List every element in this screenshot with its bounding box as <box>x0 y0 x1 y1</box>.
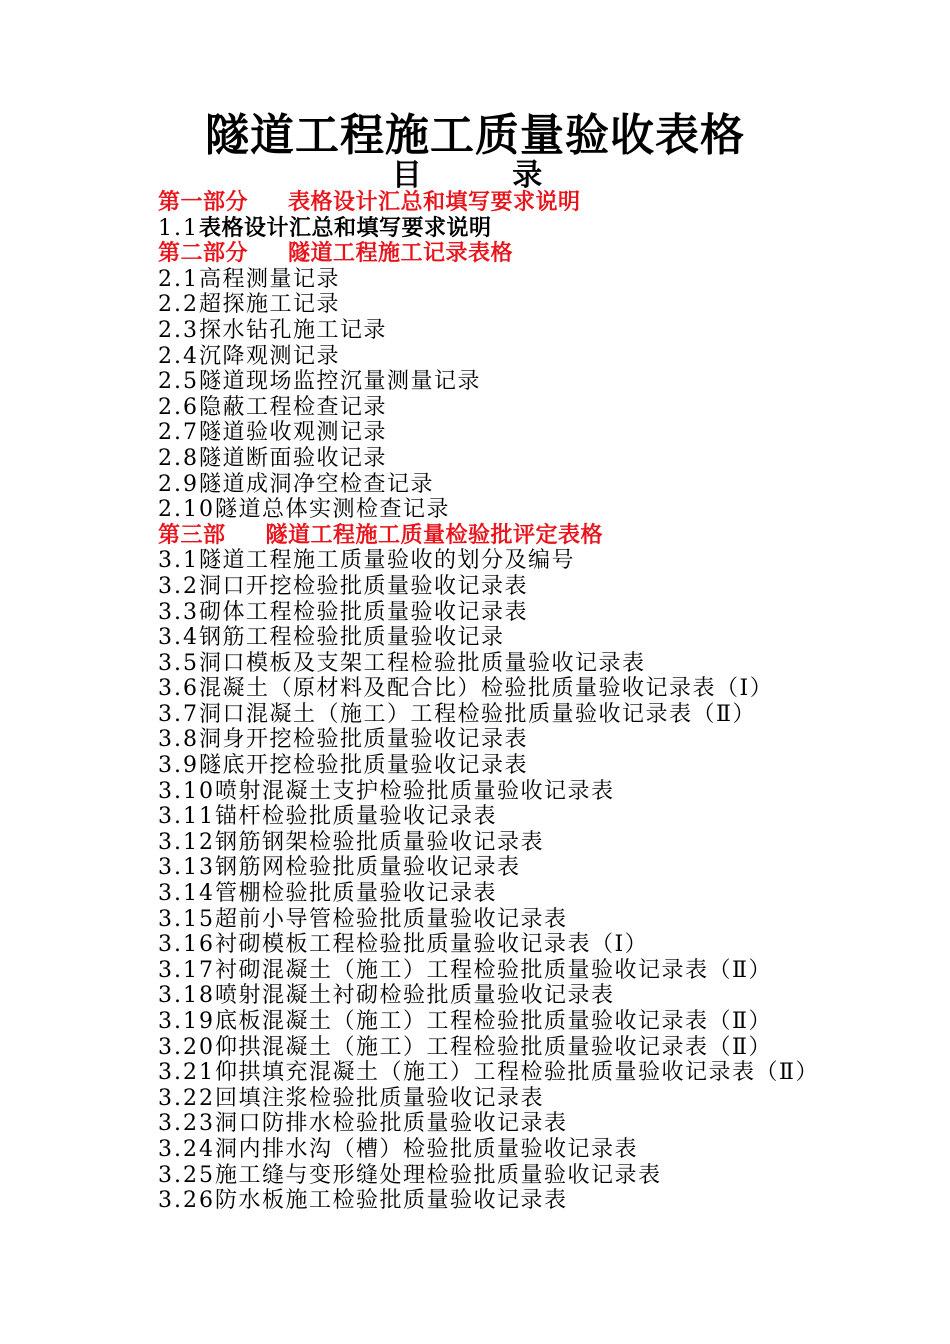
entry-title: 探水钻孔施工记录 <box>199 317 388 343</box>
entry-number: 2.2 <box>158 292 199 318</box>
entry-title: 回填注浆检验批质量验收记录表 <box>214 1085 544 1111</box>
entry-number: 3.5 <box>158 650 199 676</box>
entry-title: 仰拱混凝土（施工）工程检验批质量验收记录表（Ⅱ） <box>214 1034 772 1060</box>
entry-title: 超前小导管检验批质量验收记录表 <box>214 906 568 932</box>
toc-entry <box>158 1188 938 1214</box>
section-label: 第一部分 <box>158 189 249 215</box>
toc-heading: 目 录 <box>391 158 583 193</box>
entry-number: 3.14 <box>158 881 215 907</box>
toc-entry <box>158 1086 938 1112</box>
entry-title: 高程测量记录 <box>199 266 341 292</box>
entry-title: 隧道工程施工质量验收的划分及编号 <box>199 548 576 574</box>
entry-title: 衬砌混凝土（施工）工程检验批质量验收记录表（Ⅱ） <box>214 957 772 983</box>
table-of-contents <box>158 190 938 1214</box>
entry-title: 仰拱填充混凝土（施工）工程检验批质量验收记录表（Ⅱ） <box>214 1060 819 1086</box>
entry-number: 3.22 <box>158 1085 215 1111</box>
entry-title: 洞口混凝土（施工）工程检验批质量验收记录表（Ⅱ） <box>199 701 756 727</box>
toc-entry <box>158 574 938 600</box>
toc-entry <box>158 1137 938 1163</box>
entry-title: 隐蔽工程检查记录 <box>199 394 388 420</box>
entry-number: 2.9 <box>158 471 199 497</box>
entry-title: 隧道现场监控沉量测量记录 <box>199 369 482 395</box>
section-title: 隧道工程施工质量检验批评定表格 <box>265 521 604 548</box>
toc-entry <box>158 216 938 242</box>
entry-title: 管棚检验批质量验收记录表 <box>214 881 497 907</box>
toc-entry <box>158 625 938 651</box>
toc-section-heading <box>158 241 938 267</box>
entry-number: 3.3 <box>158 599 199 625</box>
toc-entry <box>158 932 938 958</box>
entry-title: 隧底开挖检验批质量验收记录表 <box>199 753 529 779</box>
toc-entry <box>158 779 938 805</box>
entry-number: 2.5 <box>158 369 199 395</box>
toc-entry <box>158 472 938 498</box>
entry-title: 洞内排水沟（槽）检验批质量验收记录表 <box>214 1136 638 1162</box>
entry-number: 2.4 <box>158 343 199 369</box>
entry-number: 3.12 <box>158 829 215 855</box>
entry-number: 3.23 <box>158 1111 215 1137</box>
toc-entry <box>158 983 938 1009</box>
entry-title: 钢筋网检验批质量验收记录表 <box>214 855 521 881</box>
entry-number: 2.7 <box>158 420 199 446</box>
toc-entry <box>158 1009 938 1035</box>
entry-number: 3.15 <box>158 906 215 932</box>
toc-entry <box>158 420 938 446</box>
entry-title: 洞身开挖检验批质量验收记录表 <box>199 727 529 753</box>
toc-entry <box>158 1035 938 1061</box>
section-title: 表格设计汇总和填写要求说明 <box>288 189 581 215</box>
entry-number: 3.1 <box>158 548 199 574</box>
entry-number: 3.6 <box>158 676 199 702</box>
entry-number: 2.3 <box>158 317 199 343</box>
toc-entry <box>158 369 938 395</box>
entry-number: 3.8 <box>158 727 199 753</box>
entry-number: 3.13 <box>158 855 215 881</box>
entry-title: 防水板施工检验批质量验收记录表 <box>214 1188 568 1214</box>
toc-entry <box>158 830 938 856</box>
toc-entry <box>158 702 938 728</box>
entry-title: 衬砌模板工程检验批质量验收记录表（Ⅰ） <box>214 932 649 958</box>
entry-title: 沉降观测记录 <box>199 343 341 369</box>
entry-title: 施工缝与变形缝处理检验批质量验收记录表 <box>214 1162 662 1188</box>
toc-entry <box>158 395 938 421</box>
section-label: 第二部分 <box>158 240 249 267</box>
toc-entry <box>158 318 938 344</box>
entry-title: 隧道验收观测记录 <box>199 420 388 446</box>
entry-number: 3.18 <box>158 983 215 1009</box>
entry-title: 洞口开挖检验批质量验收记录表 <box>199 573 529 599</box>
entry-title: 洞口模板及支架工程检验批质量验收记录表 <box>199 650 646 676</box>
toc-entry <box>158 753 938 779</box>
entry-title: 隧道成洞净空检查记录 <box>199 471 435 497</box>
entry-title: 超探施工记录 <box>199 292 341 318</box>
entry-number: 3.4 <box>158 625 199 651</box>
entry-number: 3.9 <box>158 753 199 779</box>
entry-number: 3.17 <box>158 957 215 983</box>
entry-title: 洞口防排水检验批质量验收记录表 <box>214 1111 568 1137</box>
entry-title: 钢筋工程检验批质量验收记录 <box>199 625 505 651</box>
entry-number: 3.21 <box>158 1060 215 1086</box>
entry-title: 喷射混凝土衬砌检验批质量验收记录表 <box>214 983 615 1009</box>
toc-entry <box>158 907 938 933</box>
toc-entry <box>158 548 938 574</box>
entry-title: 砌体工程检验批质量验收记录表 <box>199 599 529 625</box>
entry-number: 3.25 <box>158 1162 215 1188</box>
entry-title: 混凝土（原材料及配合比）检验批质量验收记录表（Ⅰ） <box>199 676 774 702</box>
entry-title: 底板混凝土（施工）工程检验批质量验收记录表（Ⅱ） <box>214 1009 772 1034</box>
entry-title: 隧道断面验收记录 <box>199 445 388 471</box>
toc-entry <box>158 804 938 830</box>
toc-entry <box>158 651 938 677</box>
entry-number: 2.10 <box>158 497 215 523</box>
entry-title: 表格设计汇总和填写要求说明 <box>199 214 492 241</box>
entry-title: 锚杆检验批质量验收记录表 <box>214 804 497 830</box>
toc-section-heading <box>158 190 938 216</box>
entry-number: 2.1 <box>158 266 199 292</box>
section-title: 隧道工程施工记录表格 <box>288 240 514 267</box>
toc-section-heading <box>158 523 938 549</box>
entry-title: 钢筋钢架检验批质量验收记录表 <box>214 829 544 855</box>
entry-number: 2.6 <box>158 394 199 420</box>
entry-number: 3.16 <box>158 932 215 958</box>
entry-title: 隧道总体实测检查记录 <box>214 497 450 523</box>
toc-entry <box>158 600 938 626</box>
entry-number: 1.1 <box>158 215 199 241</box>
section-label: 第三部 <box>158 521 226 548</box>
toc-entry <box>158 1060 938 1086</box>
entry-number: 3.10 <box>158 778 215 804</box>
toc-entry <box>158 497 938 523</box>
toc-entry <box>158 727 938 753</box>
entry-title: 喷射混凝土支护检验批质量验收记录表 <box>214 778 615 804</box>
toc-entry <box>158 1163 938 1189</box>
toc-entry <box>158 446 938 472</box>
toc-entry <box>158 676 938 702</box>
entry-number: 3.19 <box>158 1009 215 1034</box>
toc-entry <box>158 855 938 881</box>
entry-number: 3.24 <box>158 1136 215 1162</box>
toc-entry <box>158 292 938 318</box>
toc-entry <box>158 1111 938 1137</box>
entry-number: 2.8 <box>158 445 199 471</box>
entry-number: 3.2 <box>158 573 199 599</box>
entry-number: 3.20 <box>158 1034 215 1060</box>
toc-entry <box>158 958 938 984</box>
entry-number: 3.7 <box>158 701 199 727</box>
entry-number: 3.11 <box>158 804 215 830</box>
toc-entry <box>158 267 938 293</box>
toc-entry <box>158 344 938 370</box>
entry-number: 3.26 <box>158 1188 215 1214</box>
toc-entry <box>158 881 938 907</box>
document-title: 隧道工程施工质量验收表格 <box>205 110 745 161</box>
